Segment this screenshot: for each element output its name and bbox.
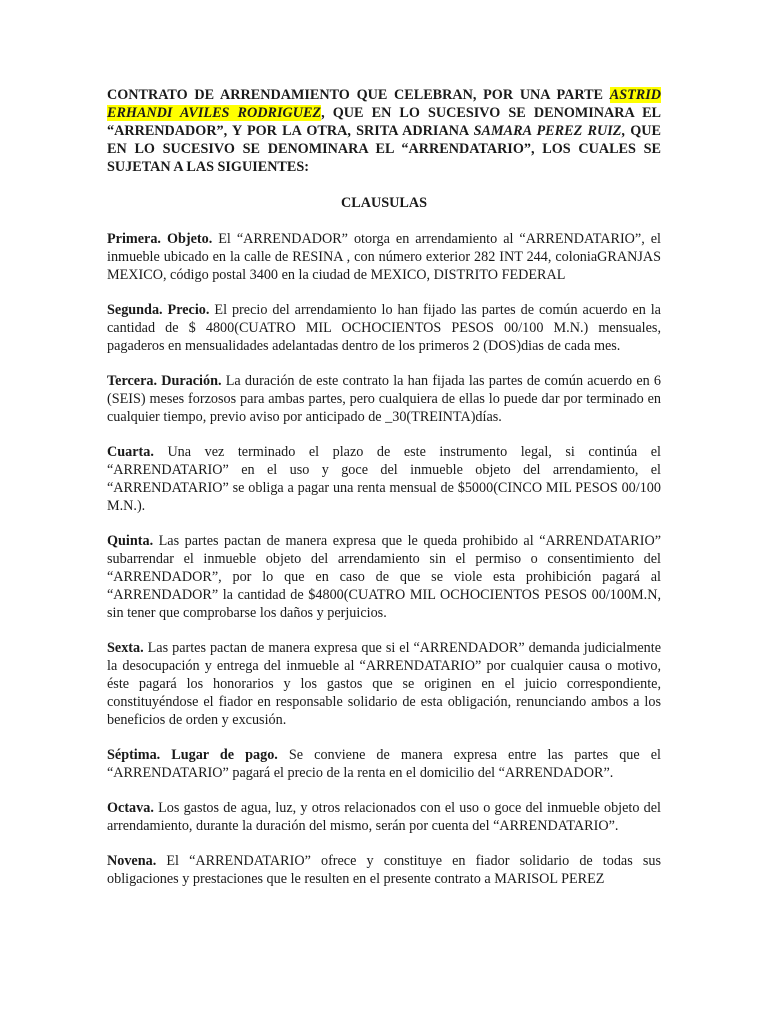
heading-part-2: , QUE EN LO SUCESIVO SE DENOMINARA EL “ARRENDADOR”, Y POR LA OTRA, SRITA ADRIANA — [107, 105, 661, 139]
clause-novena — [107, 852, 661, 888]
contract-heading — [107, 86, 661, 176]
clause-text: La duración de este contrato la han fijada las partes de común acuerdo en 6 (SEIS) meses forzosos para ambas partes, pero cualquiera de ellas lo puede dar por terminado en cualquier tiempo, previo aviso por anticipado de _30(TREINTA)días. — [107, 373, 662, 425]
clause-label: Novena. — [107, 853, 157, 869]
heading-part-3: , QUE EN LO SUCESIVO SE DENOMINARA EL “ARRENDATARIO”, LOS CUALES SE SUJETAN A LAS SIGUIENTES: — [107, 123, 661, 175]
clause-label: Quinta. — [107, 533, 154, 549]
clause-primera — [107, 230, 661, 284]
clause-text: El precio del arrendamiento lo han fijado las partes de común acuerdo en la cantidad de $ 4800(CUATRO MIL OCHOCIENTOS PESOS 00/100 M.N.) mensuales, pagaderos en mensualidades adelantadas dentro de los primeros 2 (DOS)dias de cada mes. — [107, 302, 661, 354]
clause-segunda — [107, 301, 661, 355]
clause-label: Primera. Objeto. — [107, 231, 213, 247]
landlord-name-highlight: ASTRID ERHANDI AVILES RODRIGUEZ — [107, 87, 661, 121]
clause-label: Séptima. Lugar de pago. — [107, 747, 278, 763]
clause-octava — [107, 799, 661, 835]
clause-tercera — [107, 372, 661, 426]
clause-label: Sexta. — [107, 640, 144, 656]
clause-label: Octava. — [107, 800, 154, 816]
clause-label: Segunda. Precio. — [107, 302, 210, 318]
clause-label: Cuarta. — [107, 444, 154, 460]
heading-part-1: CONTRATO DE ARRENDAMIENTO QUE CELEBRAN, POR UNA PARTE — [107, 87, 610, 103]
clause-text: El “ARRENDADOR” otorga en arrendamiento al “ARRENDATARIO”, el inmueble ubicado en la calle de RESINA , con número exterior 282 INT 244, coloniaGRANJAS MEXICO, código postal 3400 en la ciudad de MEXICO, DISTRITO FEDERAL — [107, 231, 661, 283]
clause-text: El “ARRENDATARIO” ofrece y constituye en fiador solidario de todas sus obligaciones y prestaciones que le resulten en el presente contrato a MARISOL PEREZ — [107, 853, 661, 887]
tenant-name: SAMARA PEREZ RUIZ — [473, 123, 622, 139]
clause-text: Los gastos de agua, luz, y otros relacionados con el uso o goce del inmueble objeto del arrendamiento, durante la duración del mismo, serán por cuenta del “ARRENDATARIO”. — [107, 800, 661, 834]
contract-document — [107, 86, 661, 905]
clause-quinta — [107, 532, 661, 622]
section-title: CLAUSULAS — [341, 195, 427, 211]
clause-label: Tercera. Duración. — [107, 373, 222, 389]
clause-text: Se conviene de manera expresa entre las partes que el “ARRENDATARIO” pagará el precio de la renta en el domicilio del “ARRENDADOR”. — [107, 747, 661, 781]
clause-sexta — [107, 639, 661, 729]
clause-text: Las partes pactan de manera expresa que le queda prohibido al “ARRENDATARIO” subarrendar el inmueble objeto del arrendamiento sin el permiso o consentimiento del “ARRENDADOR”, por lo que en caso de que se viole esta prohibición pagará al “ARRENDADOR” la cantidad de $4800(CUATRO MIL OCHOCIENTOS PESOS 00/100M.N, sin tener que comprobarse los daños y perjuicios. — [107, 533, 661, 621]
clause-cuarta — [107, 443, 661, 515]
clause-text: Una vez terminado el plazo de este instrumento legal, si continúa el “ARRENDATARIO” en el uso y goce del inmueble objeto del arrendamiento, el “ARRENDATARIO” se obliga a pagar una renta mensual de $5000(CINCO MIL PESOS 00/100 M.N.). — [107, 444, 661, 514]
clause-septima — [107, 746, 661, 782]
clause-text: Las partes pactan de manera expresa que si el “ARRENDADOR” demanda judicialmente la desocupación y entrega del inmueble al “ARRENDATARIO” por cualquier causa o motivo, éste pagará los honorarios y los gastos que se originen en el juicio correspondiente, constituyéndose el fiador en responsable solidario de esta obligación, renunciando ambos a los beneficios de orden y excusión. — [107, 640, 661, 728]
